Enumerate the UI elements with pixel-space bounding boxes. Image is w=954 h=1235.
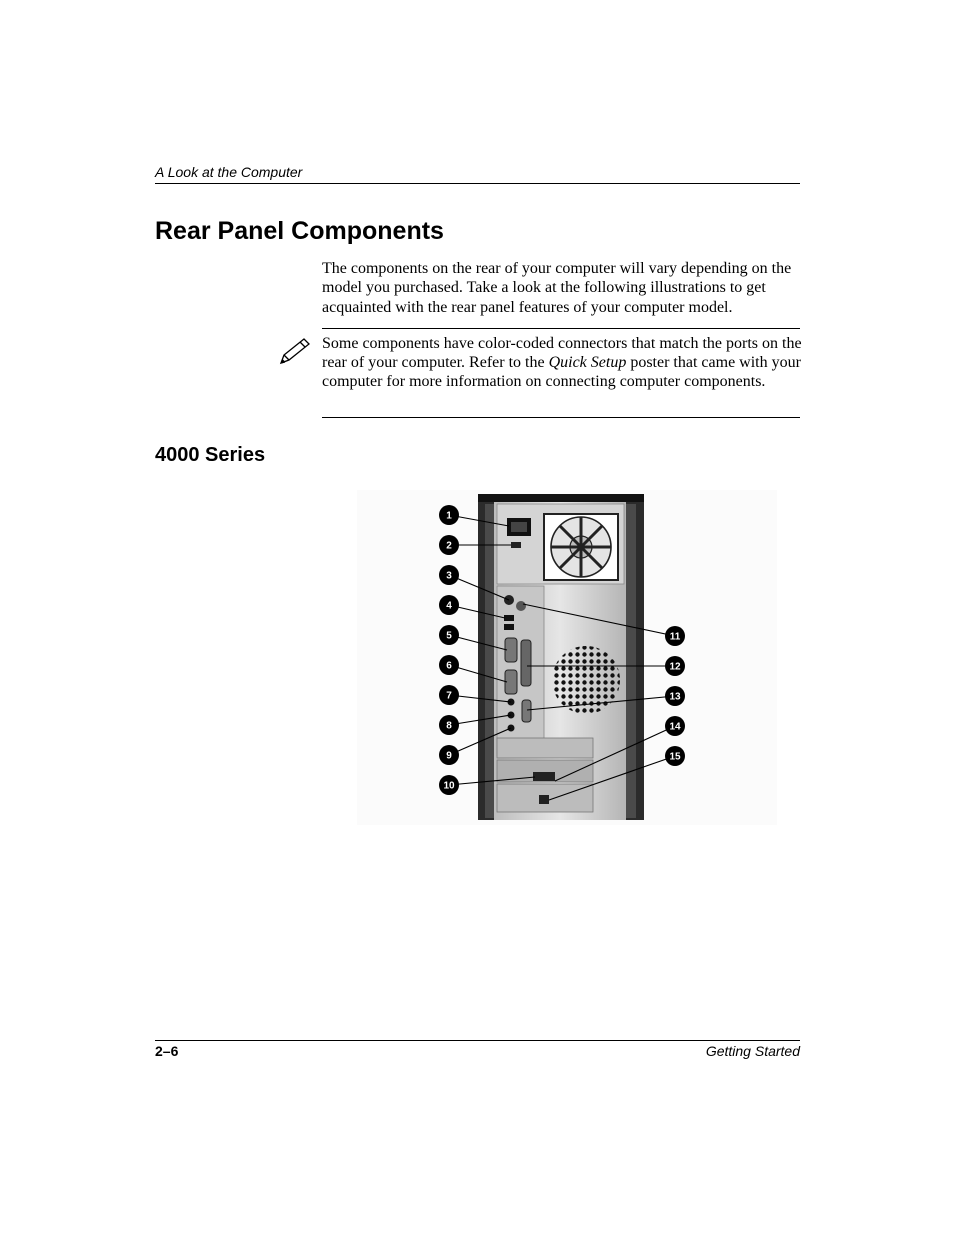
callout-number-1: 1	[446, 510, 452, 522]
callout-number-2: 2	[446, 540, 452, 552]
callout-8	[439, 715, 459, 735]
rear-panel-figure	[357, 490, 777, 825]
running-header: A Look at the Computer	[155, 164, 303, 180]
page-number: 2–6	[155, 1043, 179, 1059]
expansion-slots	[497, 738, 593, 812]
note-emphasis: Quick Setup	[548, 354, 627, 372]
modem-jack-icon	[539, 795, 549, 804]
callout-number-10: 10	[443, 780, 455, 792]
note-text-after: poster that came with your computer for more information on connecting computer components.	[322, 354, 801, 391]
note-bottom-rule	[322, 417, 800, 418]
callout-7	[439, 685, 459, 705]
callout-number-11: 11	[669, 631, 681, 643]
note-text	[322, 334, 802, 391]
pencil-icon	[278, 336, 312, 366]
fan-icon	[544, 514, 618, 580]
callout-number-13: 13	[669, 691, 681, 703]
callout-2	[439, 535, 459, 555]
note-text-before: Some components have color-coded connectors that match the ports on the rear of your computer. Refer to the	[322, 335, 802, 372]
usb-port-icon	[504, 615, 514, 621]
serial-port-icon	[522, 700, 531, 722]
callout-number-15: 15	[669, 751, 681, 763]
voltage-switch-icon	[511, 542, 521, 548]
header-rule	[155, 183, 800, 184]
callout-9	[439, 745, 459, 765]
callout-13	[665, 686, 685, 706]
callout-number-6: 6	[446, 660, 452, 672]
callout-1	[439, 505, 459, 525]
callout-number-4: 4	[446, 600, 452, 612]
callout-number-7: 7	[446, 690, 452, 702]
callout-6	[439, 655, 459, 675]
footer-rule	[155, 1040, 800, 1041]
callout-4	[439, 595, 459, 615]
callout-3	[439, 565, 459, 585]
callout-14	[665, 716, 685, 736]
parallel-port-icon	[521, 640, 531, 686]
callout-number-12: 12	[669, 661, 681, 673]
callout-5	[439, 625, 459, 645]
intro-paragraph: The components on the rear of your computer will vary depending on the model you purchased. Take a look at the following illustrations to get acquainted with the rear panel features of your computer model.	[322, 260, 792, 316]
callout-12	[665, 656, 685, 676]
note-top-rule	[322, 328, 800, 329]
callout-number-5: 5	[446, 630, 452, 642]
callout-15	[665, 746, 685, 766]
power-supply	[497, 504, 624, 584]
callout-11	[665, 626, 685, 646]
callout-number-8: 8	[446, 720, 452, 732]
vent-grill	[552, 646, 620, 714]
callout-number-3: 3	[446, 570, 452, 582]
keyboard-port-icon	[516, 601, 526, 611]
section-title: Rear Panel Components	[155, 217, 444, 245]
network-jack-icon	[533, 772, 555, 781]
callout-number-14: 14	[669, 721, 681, 733]
book-title: Getting Started	[705, 1043, 800, 1059]
callout-number-9: 9	[446, 750, 452, 762]
callout-10	[439, 775, 459, 795]
subsection-title: 4000 Series	[155, 444, 266, 466]
